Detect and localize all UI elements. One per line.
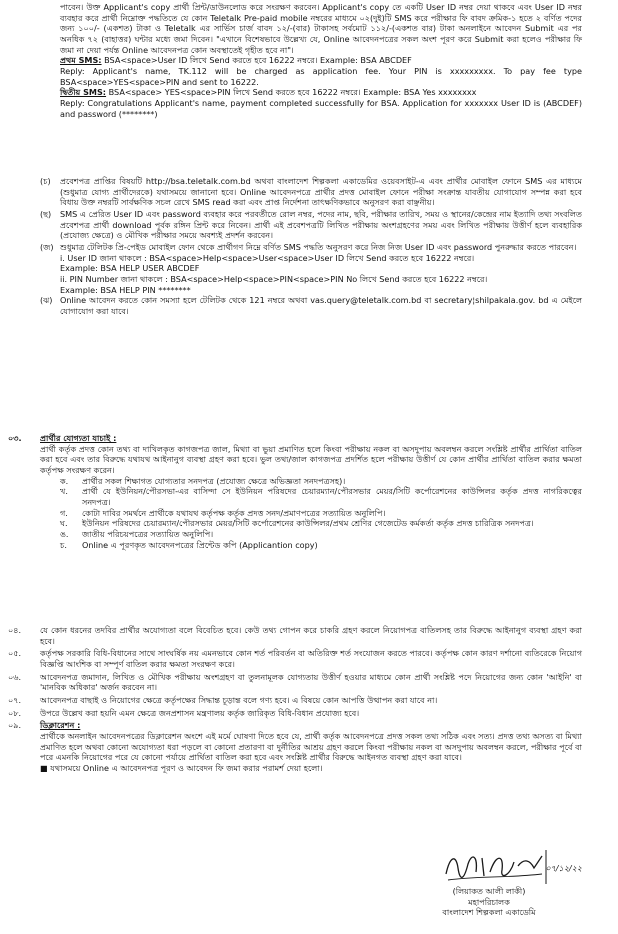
item-ja bbox=[40, 242, 582, 253]
list-item: ঘ. ইউনিয়ন পরিষদের চেয়ারম্যান/পৌরসভার মেয়র/সিটি কর্পোরেশনের কাউন্সিলর/প্রথম শ্রেণির গেজেটেড কর্মকর্তা কর্তৃক প্রদত্ত চারিত্রিক সনদপত্র। bbox=[60, 518, 534, 529]
top-paragraph: পাবেন। উক্ত Applicant's copy প্রার্থী প্রিন্ট/ডাউনলোড করে সংরক্ষণ করবেন। Applicant's copy তে একটি User ID নম্বর দেয়া থাকবে এবং User ID নম্বর ব্যবহার করে প্রার্থী নিম্নোক্ত পদ্ধতিতে যে কোন Teletalk Pre-paid mobile নম্বরের মাধ্যমে ০২(দুই)টি SMS করে পরীক্ষার ফি বাবদ ক্রমিক-১ হতে ২ বর্ণিত পদের জন্য ১০০/- (একশত) টাকা ও Teletalk এর সার্ভিস চার্জ বাবদ ১২/-(বার) টাকাসহ সর্বমোট ১১২/-(একশত বার) টাকা অনলাইনে আবেদন Submit এর পর অনধিক ৭২ (বাহাত্তর) ঘন্টার মধ্যে জমা দিবেন। "এখানে বিশেষভাবে উল্লেখ্য যে, Online আবেদনপত্রের সকল অংশ পূরণ করে Submit করা হলেও পরীক্ষার ফি জমা না দেয়া পর্যন্ত Online আবেদনপত্র কোন অবস্থাতেই গৃহীত হবে না"। bbox=[60, 2, 582, 55]
recover-userid: i. User ID জানা থাকলে : BSA<space>Help<space>User<space>User ID লিখে Send করতে হবে 16222 নম্বরে। bbox=[60, 252, 475, 263]
sms-first-text: BSA<space>User ID লিখে Send করতে হবে 16222 নম্বরে। Example: BSA ABCDEF bbox=[101, 55, 412, 66]
recover-userid-example: Example: BSA HELP USER ABCDEF bbox=[60, 263, 200, 274]
section-3-intro: প্রার্থী কর্তৃক প্রদত্ত কোন তথ্য বা দাখিলকৃত কাগজপত্র জাল, মিথ্যা বা ভুয়া প্রমাণিত হলে কিংবা পরীক্ষায় নকল বা অসদুপায় অবলম্বন করলে সংশ্লিষ্ট প্রার্থীর প্রার্থিতা বাতিল করা হবে এবং তার বিরুদ্ধে যথাযথ আইনানুগ ব্যবস্থা গ্রহণ করা হবে। ভুল তথ্য/জাল কাগজপত্র প্রদর্শিত হলে পরীক্ষায় উত্তীর্ণ যে কোন প্রার্থীর প্রার্থিতা বাতিল করার ক্ষমতা কর্তৃপক্ষ সংরক্ষণ করেন। bbox=[40, 443, 582, 476]
list-item: গ. কোটা দাবির সমর্থনে প্রার্থীকে যথাযথ কর্তৃপক্ষ কর্তৃক প্রদত্ত সনদ/প্রমাণপত্রের সত্যায়িত অনুলিপি। bbox=[60, 507, 386, 518]
item-chha bbox=[40, 209, 582, 241]
section-title: ডিক্লারেশন : bbox=[40, 720, 81, 731]
section-text: কর্তৃপক্ষ সরকারি বিধি-বিধানের সাথে সাংঘর্ষিক নয় এমনভাবে কোন শর্ত পরিবর্তন বা অতিরিক্ত শর্ত সংযোজন করতে পারবে। কর্তৃপক্ষ কোন কারণ দর্শানো ব্যতিরেকে নিয়োগ বিজ্ঞপ্তি আংশিক বা সম্পূর্ণ বাতিল করার ক্ষমতা সংরক্ষণ করে। bbox=[40, 648, 582, 670]
recover-pin-example: Example: BSA HELP PIN ******** bbox=[60, 284, 191, 295]
recover-block bbox=[60, 253, 582, 296]
item-label: (ঝ) bbox=[40, 295, 53, 306]
section-number: ০৪. bbox=[8, 625, 22, 635]
sms-second-label: দ্বিতীয় SMS: bbox=[60, 87, 107, 98]
section-6 bbox=[8, 672, 582, 693]
sms-first bbox=[60, 55, 582, 66]
section-number: ০৮. bbox=[8, 707, 22, 718]
sms-second bbox=[60, 87, 582, 98]
advice-note: ■ যথাসময়ে Online এ আবেদনপত্র পূরণ ও আবেদন ফি জমা করার পরামর্শ দেয়া হলো। bbox=[40, 763, 323, 774]
item-list bbox=[40, 176, 582, 317]
item-label: (জ) bbox=[40, 242, 54, 253]
sms-first-label: প্রথম SMS: bbox=[60, 55, 102, 66]
recover-pin: ii. PIN Number জানা থাকলে : BSA<space>Help<space>PIN<space>PIN No লিখে Send করতে হবে 16222 নম্বরে। bbox=[60, 274, 488, 285]
item-label: (ছ) bbox=[40, 209, 52, 220]
signature-mark bbox=[404, 846, 582, 886]
signature-scribble bbox=[438, 846, 548, 886]
signatory-name: (লিয়াকত আলী লাকী) bbox=[452, 886, 526, 896]
section-number: ০৭. bbox=[8, 695, 22, 706]
signatory-org: বাংলাদেশ শিল্পকলা একাডেমি bbox=[442, 907, 536, 918]
section-text: উপরে উল্লেখ করা হয়নি এমন ক্ষেত্রে জনপ্রশাসন মন্ত্রণালয় কর্তৃক জারিকৃত বিধি-বিধান প্রযোজ্য হবে। bbox=[40, 707, 360, 718]
sms-second-text: BSA<space> YES<space>PIN লিখে Send করতে হবে 16222 নম্বরে। Example: BSA Yes xxxxxxxx bbox=[106, 87, 477, 98]
item-label: (চ) bbox=[40, 176, 51, 186]
signature-date: ০৭/১২/২২ bbox=[545, 864, 582, 873]
section-3 bbox=[8, 433, 582, 550]
signatory-title: মহাপরিচালক bbox=[468, 896, 510, 907]
section-3-heading bbox=[8, 433, 582, 444]
list-item: ঙ. জাতীয় পরিচয়পত্রের সত্যায়িত অনুলিপি। bbox=[60, 529, 214, 540]
item-text: প্রবেশপত্র প্রাপ্তির বিষয়টি http://bsa.teletalk.com.bd অথবা বাংলাদেশ শিল্পকলা একাডেমির ওয়েবসাইট-এ এবং প্রার্থীর মোবাইল ফোনে SMS এর মাধ্যমে (শুধুমাত্র যোগ্য প্রার্থীদেরকে) যথাসময়ে জানানো হবে। Online আবেদনপত্রে প্রার্থীর প্রদত্ত মোবাইল ফোনে পরীক্ষা সংক্রান্ত যাবতীয় যোগাযোগ সম্পন্ন করা হবে বিধায় উক্ত নম্বরটি সার্বক্ষণিক সচল রেখে SMS read করা এবং প্রাপ্ত নির্দেশনা তাৎক্ষণিকভাবে অনুসরণ করা বাঞ্ছনীয়। bbox=[60, 176, 582, 208]
section-9-heading bbox=[8, 720, 582, 731]
section-number: ০৬. bbox=[8, 671, 22, 682]
declaration-text: প্রার্থীকে অনলাইন আবেদনপত্রের ডিক্লারেশন অংশে এই মর্মে ঘোষণা দিতে হবে যে, প্রার্থী কর্তৃক আবেদনপত্রে প্রদত্ত সকল তথ্য সঠিক এবং সত্য। প্রদত্ত তথ্য অসত্য বা মিথ্যা প্রমাণিত হলে অথবা কোনো অযোগ্যতা ধরা পড়লে বা কোনো প্রতারণা বা দুর্নীতির আশ্রয় গ্রহণ করলে কিংবা পরীক্ষায় নকল বা অসদুপায় অবলম্বন করলে, পরীক্ষার পূর্বে বা পরে এমনকি নিয়োগের পরে যে কোনো পর্যায়ে প্রার্থিতা বাতিল করা হবে এবং সংশ্লিষ্ট প্রার্থীর বিরুদ্ধে আইনগত ব্যবস্থা গ্রহণ করা যাবে। bbox=[40, 731, 582, 763]
document-list bbox=[60, 476, 582, 551]
item-text: SMS এ প্রেরিত User ID এবং password ব্যবহার করে পরবর্তীতে রোল নম্বর, পদের নাম, ছবি, পরীক্ষার তারিখ, সময় ও স্থানের/কেন্দ্রের নাম ইত্যাদি তথ্য সংবলিত প্রবেশপত্র প্রার্থী download পূর্বক রঙ্গিন প্রিন্ট করে নিবেন। প্রার্থী এই প্রবেশপত্রটি লিখিত পরীক্ষায় অংশগ্রহণের সময় এবং লিখিত পরীক্ষায় উত্তীর্ণ হলে ব্যবহারিক (প্রযোজ্য ক্ষেত্রে) ও মৌখিক পরীক্ষার সময়ে অবশ্যই প্রদর্শন করবেন। bbox=[60, 209, 582, 241]
item-jha bbox=[40, 295, 582, 316]
section-4 bbox=[8, 625, 582, 646]
list-item: খ. প্রার্থী যে ইউনিয়ন/পৌরসভা-এর বাসিন্দা সে ইউনিয়ন পরিষদের চেয়ারম্যান/পৌরসভার মেয়র/সিটি কর্পোরেশনের কাউন্সিলর কর্তৃক প্রদত্ত নাগরিকত্বের সনদপত্র। bbox=[60, 486, 582, 508]
sms-second-reply: Reply: Congratulations Applicant's name, payment completed successfully for BSA. Application for xxxxxxx User ID is (ABCDEF) and password (********) bbox=[60, 98, 582, 119]
signature-block bbox=[404, 846, 582, 918]
section-number: ০৩. bbox=[8, 433, 22, 443]
section-text: আবেদনপত্র বাছাই ও নিয়োগের ক্ষেত্রে কর্তৃপক্ষের সিদ্ধান্ত চূড়ান্ত বলে গণ্য হবে। এ বিষয়ে কোন আপত্তি উত্থাপন করা যাবে না। bbox=[40, 695, 438, 706]
section-text: আবেদনপত্র জমাদান, লিখিত ও মৌখিক পরীক্ষায় অংশগ্রহণ বা তুলনামূলক যোগ্যতায় উত্তীর্ণ হওয়ার মাধ্যমে কোন প্রার্থী সংশ্লিষ্ট পদে নিয়োগের জন্য কোন 'আইনি' বা 'মানবিক অধিকার' অর্জন করবেন না। bbox=[40, 671, 582, 693]
continuation-block bbox=[60, 2, 582, 119]
list-item: ক. প্রার্থীর সকল শিক্ষাগত যোগ্যতার সনদপত্র (প্রযোজ্য ক্ষেত্রে অভিজ্ঞতা সনদপত্রসহ)। bbox=[60, 475, 346, 486]
section-title: প্রার্থীর যোগ্যতা যাচাই : bbox=[40, 433, 117, 443]
list-item: চ. Online এ পূরণকৃত আবেদনপত্রের প্রিন্টেড কপি (Applicantion copy) bbox=[60, 539, 318, 550]
section-number: ০৫. bbox=[8, 648, 22, 659]
section-7 bbox=[8, 695, 582, 706]
section-number: ০৯. bbox=[8, 720, 22, 731]
item-text: শুধুমাত্র টেলিটক প্রি-পেইড মোবাইল ফোন থেকে প্রার্থীগণ নিম্নে বর্ণিত SMS পদ্ধতি অনুসরণ করে নিজ নিজ User ID এবং password পুনরুদ্ধার করতে পারবেন। bbox=[60, 242, 577, 253]
section-8 bbox=[8, 708, 582, 719]
sms-first-reply: Reply: Applicant's name, TK.112 will be charged as application fee. Your PIN is xxxxxxxxx. To pay fee type BSA<space>YES<space>PIN and sent to 16222. bbox=[60, 66, 582, 87]
section-5 bbox=[8, 648, 582, 669]
section-text: যে কোন ধরনের তদবির প্রার্থীর অযোগ্যতা বলে বিবেচিত হবে। কেউ তথ্য গোপন করে চাকরি গ্রহণ করলে নিয়োগপত্র বাতিলসহ তার বিরুদ্ধে আইনানুগ ব্যবস্থা গ্রহণ করা হবে। bbox=[40, 625, 582, 646]
sections-4-8 bbox=[8, 625, 582, 774]
item-text: Online আবেদন করতে কোন সমস্যা হলে টেলিটক থেকে 121 নম্বরে অথবা vas.query@teletalk.com.bd বা secretary¦shilpakala.gov. bd এ মেইলে যোগাযোগ করা যাবে। bbox=[60, 295, 582, 317]
item-cha bbox=[40, 176, 582, 208]
